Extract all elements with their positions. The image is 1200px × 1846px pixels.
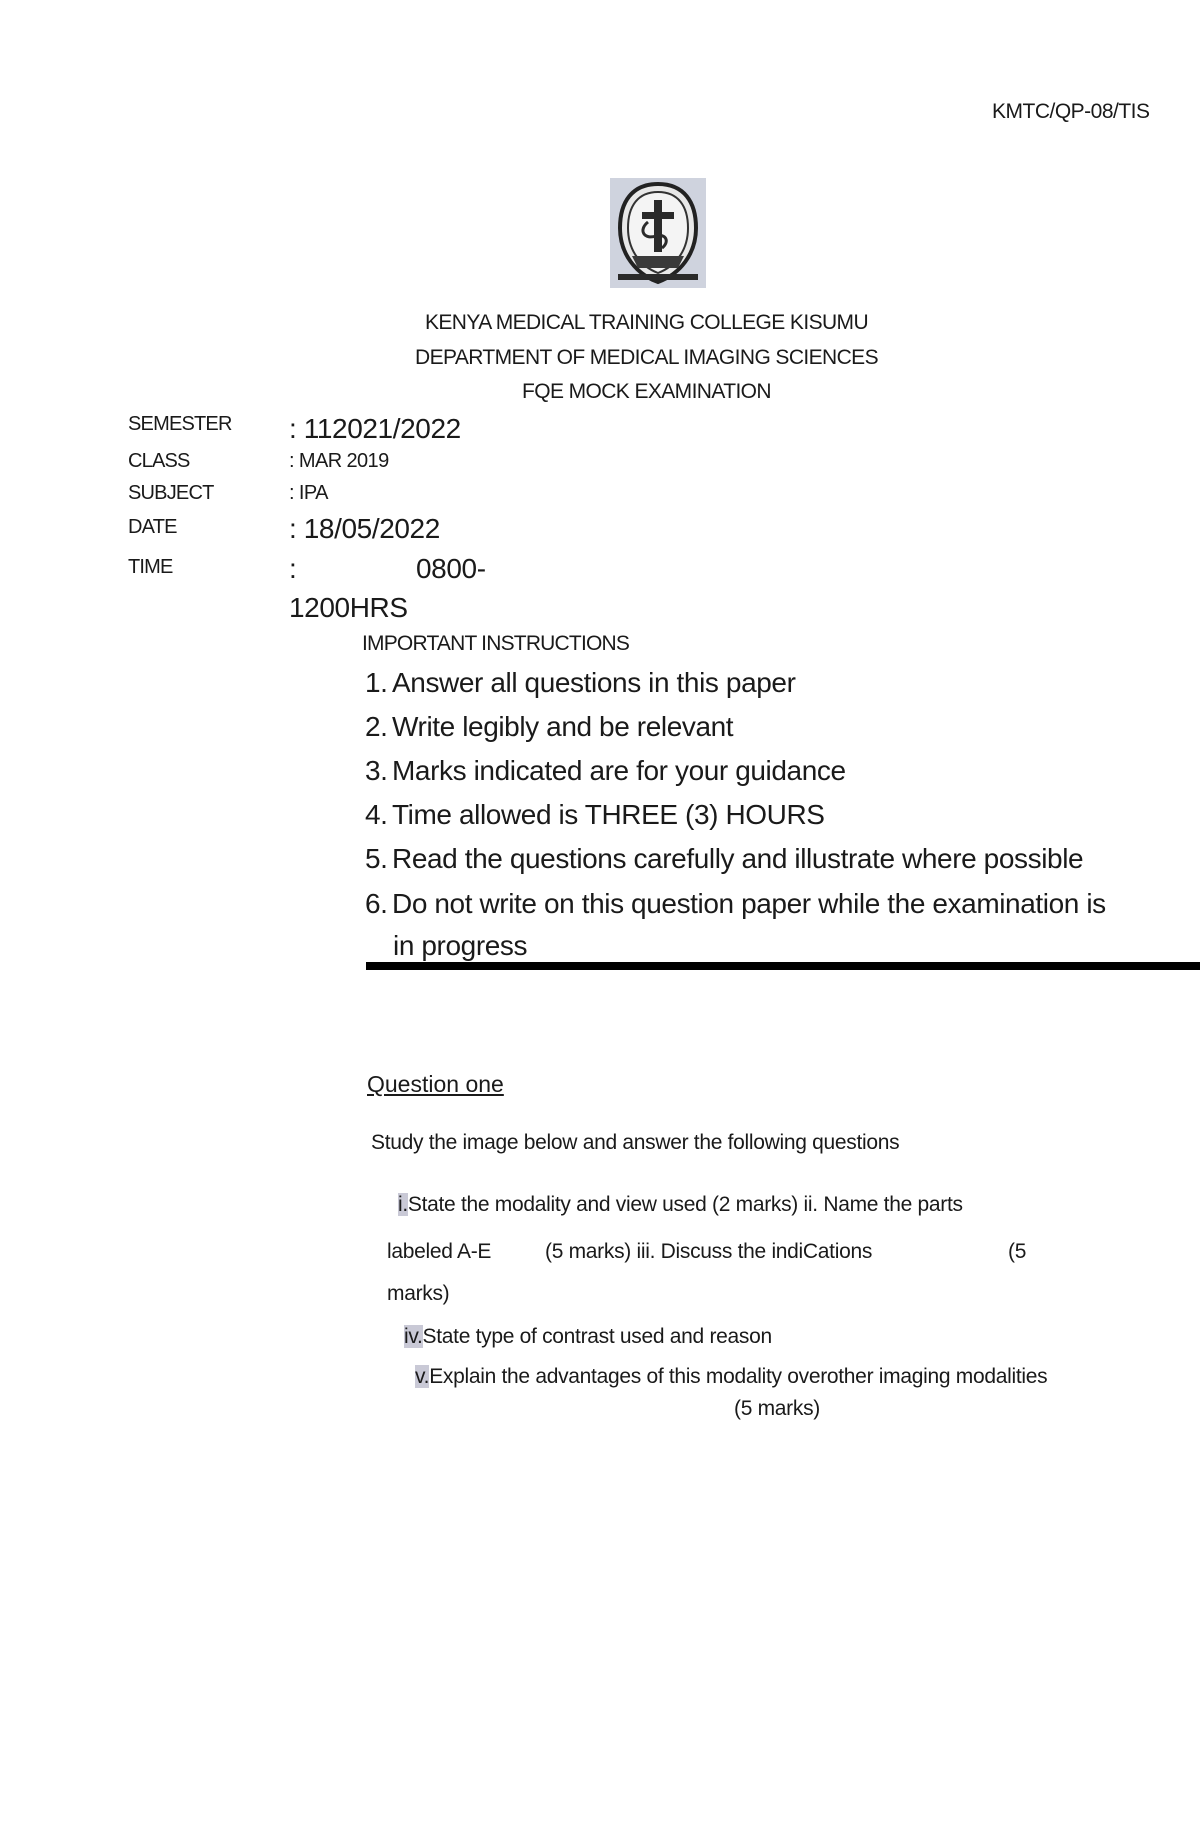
time-value-start: 0800- bbox=[416, 553, 486, 584]
semester-value: : 112021/2022 bbox=[289, 413, 461, 444]
semester-label: SEMESTER bbox=[128, 413, 232, 435]
kmtc-crest-icon bbox=[610, 178, 706, 288]
instruction-text: Read the questions carefully and illustrate where possible bbox=[392, 843, 1084, 874]
question-text: State type of contrast used and reason bbox=[422, 1325, 772, 1348]
instruction-number: 3. bbox=[365, 755, 388, 786]
time-colon: : bbox=[289, 553, 297, 584]
horizontal-rule bbox=[366, 962, 1200, 970]
question-text: State the modality and view used (2 marks) ii. Name the parts bbox=[407, 1193, 963, 1216]
instruction-number: 5. bbox=[365, 843, 388, 874]
date-value: : 18/05/2022 bbox=[289, 513, 440, 544]
question-intro: Study the image below and answer the following questions bbox=[371, 1131, 900, 1154]
question-line bbox=[415, 1365, 1047, 1389]
instruction-number: 2. bbox=[365, 711, 388, 742]
question-line bbox=[398, 1193, 963, 1217]
instruction-text: Time allowed is THREE (3) HOURS bbox=[392, 799, 825, 830]
instruction-text: Marks indicated are for your guidance bbox=[392, 755, 846, 786]
instruction-text: Write legibly and be relevant bbox=[392, 711, 734, 742]
college-name: KENYA MEDICAL TRAINING COLLEGE KISUMU bbox=[424, 311, 869, 334]
question-text: (5 marks) iii. Discuss the indiCations bbox=[545, 1240, 873, 1263]
time-value-end: 1200HRS bbox=[289, 592, 408, 623]
question-line bbox=[404, 1325, 772, 1349]
instruction-text: Answer all questions in this paper bbox=[392, 667, 796, 698]
instruction-number: 1. bbox=[365, 667, 388, 698]
instruction-item bbox=[365, 888, 1106, 920]
instruction-item bbox=[365, 667, 796, 699]
instructions-heading: IMPORTANT INSTRUCTIONS bbox=[362, 632, 630, 655]
question-text: Explain the advantages of this modality overother imaging modalities bbox=[429, 1365, 1048, 1388]
exam-title: FQE MOCK EXAMINATION bbox=[522, 380, 771, 403]
instruction-item bbox=[365, 711, 733, 743]
roman-numeral: v. bbox=[415, 1365, 430, 1388]
instruction-item bbox=[365, 799, 825, 831]
subject-label: SUBJECT bbox=[128, 482, 214, 504]
instruction-item bbox=[365, 755, 846, 787]
time-label: TIME bbox=[128, 556, 173, 578]
instruction-continuation: in progress bbox=[393, 930, 528, 961]
instruction-number: 6. bbox=[365, 888, 388, 919]
class-value: : MAR 2019 bbox=[289, 450, 389, 472]
roman-numeral: iv. bbox=[404, 1325, 423, 1348]
instruction-text: Do not write on this question paper while the examination is bbox=[392, 888, 1106, 919]
question-heading: Question one bbox=[367, 1071, 504, 1097]
instruction-item bbox=[365, 843, 1083, 875]
roman-numeral: i. bbox=[398, 1193, 408, 1216]
department-name: DEPARTMENT OF MEDICAL IMAGING SCIENCES bbox=[415, 346, 878, 369]
instruction-number: 4. bbox=[365, 799, 388, 830]
question-text: labeled A-E bbox=[387, 1240, 492, 1263]
document-reference-code: KMTC/QP-08/TIS bbox=[992, 100, 1150, 123]
marks-text: marks) bbox=[387, 1282, 450, 1305]
marks-text: (5 marks) bbox=[734, 1397, 820, 1420]
marks-text: (5 bbox=[1008, 1240, 1027, 1263]
subject-value: : IPA bbox=[289, 482, 328, 504]
class-label: CLASS bbox=[128, 450, 190, 472]
date-label: DATE bbox=[128, 516, 177, 538]
